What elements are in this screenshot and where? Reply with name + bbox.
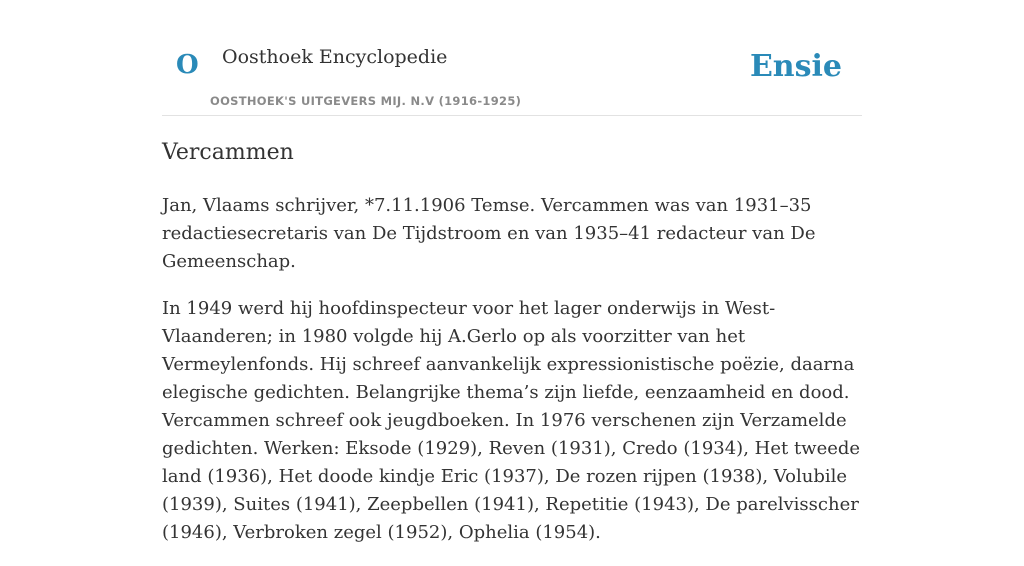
entry-title: Vercammen <box>162 140 294 165</box>
logo-icon[interactable]: O <box>176 50 199 80</box>
brand-logo-link[interactable]: Ensie <box>749 49 842 84</box>
site-title-link[interactable]: Oosthoek Encyclopedie <box>222 46 448 68</box>
page-container <box>162 0 862 543</box>
entry-paragraph: Jan, Vlaams schrijver, *7.11.1906 Temse. Vercammen was van 1931–35 redactiesecretaris van De Tijdstroom en van 1935–41 redacteur van De Gemeenschap. <box>162 195 816 272</box>
entry-body <box>162 192 862 566</box>
entry-paragraph: In 1949 werd hij hoofdinspecteur voor het lager onderwijs in West-Vlaanderen; in 1980 volgde hij A.Gerlo op als voorzitter van het Vermeylenfonds. Hij schreef aanvankelijk expressionistische poëzie, daarna elegische gedichten. Belangrijke thema’s zijn liefde, eenzaamheid en dood. Vercammen schreef ook jeugdboeken. In 1976 verschenen zijn Verzamelde gedichten. Werken: Eksode (1929), Reven (1931), Credo (1934), Het tweede land (1936), Het doode kindje Eric (1937), De rozen rijpen (1938), Volubile (1939), Suites (1941), Zeepbellen (1941), Repetitie (1943), De parelvisscher (1946), Verbroken zegel (1952), Ophelia (1954). <box>162 298 861 543</box>
site-header <box>162 0 862 116</box>
publisher-label: OOSTHOEK'S UITGEVERS MIJ. N.V (1916-1925) <box>210 94 522 108</box>
